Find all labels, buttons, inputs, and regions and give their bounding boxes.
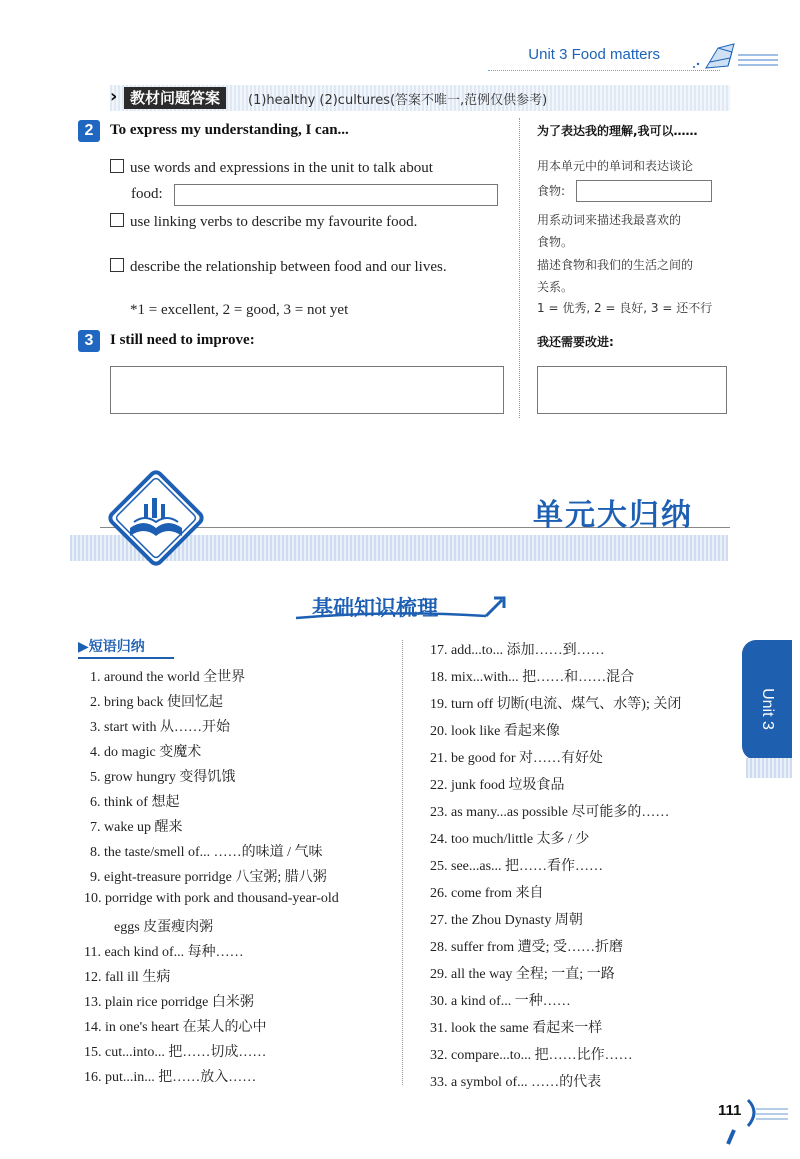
phrase-item: 28. suffer from 遭受; 受……折磨 bbox=[430, 940, 623, 955]
cn-item-1b: 食物: bbox=[537, 184, 566, 198]
phrase-item: 17. add...to... 添加……到…… bbox=[430, 643, 605, 658]
section-2-title: To express my understanding, I can... bbox=[110, 122, 349, 138]
checklist-item-2: use linking verbs to describe my favourite food. bbox=[110, 212, 417, 232]
phrase-column-divider bbox=[402, 640, 403, 1085]
column-divider bbox=[519, 118, 520, 418]
phrase-item: 9. eight-treasure porridge 八宝粥; 腊八粥 bbox=[90, 870, 327, 885]
answer-label: 教材问题答案 bbox=[124, 87, 226, 109]
phrase-item: 5. grow hungry 变得饥饿 bbox=[90, 770, 236, 785]
cn-rating-legend: 1 = 优秀, 2 = 良好, 3 = 还不行 bbox=[537, 301, 713, 315]
phrase-item: 21. be good for 对……有好处 bbox=[430, 751, 604, 766]
section-3-badge: 3 bbox=[78, 330, 100, 352]
header-rule bbox=[488, 70, 720, 71]
phrase-item: 11. each kind of... 每种…… bbox=[84, 945, 244, 960]
phrase-item: 16. put...in... 把……放入…… bbox=[84, 1070, 257, 1085]
phrase-item: 30. a kind of... 一种…… bbox=[430, 994, 571, 1009]
phrase-item: 20. look like 看起来像 bbox=[430, 724, 560, 739]
phrase-item: 1. around the world 全世界 bbox=[90, 670, 246, 685]
cn-food-input[interactable] bbox=[576, 180, 712, 202]
answer-text: (1)healthy (2)cultures(答案不唯一,范例仅供参考) bbox=[248, 93, 548, 108]
section-2-badge: 2 bbox=[78, 120, 100, 142]
cn-item-1a: 用本单元中的单词和表达谈论 bbox=[537, 159, 694, 173]
phrase-item: 23. as many...as possible 尽可能多的…… bbox=[430, 805, 670, 820]
banner-title: 单元大归纳 bbox=[533, 498, 693, 533]
heading-underline bbox=[78, 657, 174, 659]
unit-side-tab-label: Unit 3 bbox=[759, 688, 776, 730]
open-book-logo-icon bbox=[100, 462, 212, 574]
phrase-item: 22. junk food 垃圾食品 bbox=[430, 778, 565, 793]
phrase-item: 3. start with 从……开始 bbox=[90, 720, 230, 735]
checkbox[interactable] bbox=[110, 159, 124, 173]
section-3-cn-title: 我还需要改进: bbox=[537, 335, 614, 349]
improve-textbox[interactable] bbox=[110, 366, 504, 414]
phrase-item: 12. fall ill 生病 bbox=[84, 970, 171, 985]
phrase-item: 8. the taste/smell of... ……的味道 / 气味 bbox=[90, 845, 323, 860]
phrase-item: 27. the Zhou Dynasty 周朝 bbox=[430, 913, 583, 928]
phrase-item: 15. cut...into... 把……切成…… bbox=[84, 1045, 267, 1060]
side-tab-pattern bbox=[746, 758, 792, 778]
phrase-item: 18. mix...with... 把……和……混合 bbox=[430, 670, 635, 685]
cn-item-3b: 关系。 bbox=[537, 280, 574, 294]
phrase-item: 19. turn off 切断(电流、煤气、水等); 关闭 bbox=[430, 697, 682, 712]
phrase-item: 24. too much/little 太多 / 少 bbox=[430, 832, 590, 847]
section-2-cn-title: 为了表达我的理解,我可以…… bbox=[537, 124, 698, 138]
phrase-item: 14. in one's heart 在某人的心中 bbox=[84, 1020, 267, 1035]
checklist-item-1: use words and expressions in the unit to talk about bbox=[110, 158, 433, 178]
phrase-item: 33. a symbol of... ……的代表 bbox=[430, 1075, 602, 1090]
phrase-item: 6. think of 想起 bbox=[90, 795, 180, 810]
checklist-item-3: describe the relationship between food and our lives. bbox=[110, 257, 447, 277]
food-label: food: bbox=[131, 186, 163, 202]
phrase-list-heading: ▶短语归纳 bbox=[78, 639, 145, 655]
phrase-item: 4. do magic 变魔术 bbox=[90, 745, 202, 760]
book-stack-icon bbox=[688, 40, 780, 74]
food-input[interactable] bbox=[174, 184, 498, 206]
phrase-item-continued: eggs 皮蛋瘦肉粥 bbox=[114, 920, 214, 935]
phrase-item: 7. wake up 醒来 bbox=[90, 820, 183, 835]
cn-item-2b: 食物。 bbox=[537, 235, 574, 249]
phrase-item: 31. look the same 看起来一样 bbox=[430, 1021, 603, 1036]
phrase-item: 25. see...as... 把……看作…… bbox=[430, 859, 604, 874]
cn-item-3a: 描述食物和我们的生活之间的 bbox=[537, 258, 694, 272]
phrase-item: 13. plain rice porridge 白米粥 bbox=[84, 995, 254, 1010]
rating-legend: *1 = excellent, 2 = good, 3 = not yet bbox=[130, 302, 349, 318]
section-3-title: I still need to improve: bbox=[110, 332, 255, 348]
phrase-item: 32. compare...to... 把……比作…… bbox=[430, 1048, 633, 1063]
improve-cn-textbox[interactable] bbox=[537, 366, 727, 414]
page-number: 111 bbox=[718, 1102, 742, 1119]
phrase-item: 10. porridge with pork and thousand-year-old bbox=[84, 891, 339, 906]
chevron-right-icon: › bbox=[110, 86, 118, 107]
cn-item-2a: 用系动词来描述我最喜欢的 bbox=[537, 213, 682, 227]
checkbox[interactable] bbox=[110, 258, 124, 272]
subsection-title: 基础知识梳理 bbox=[312, 596, 438, 620]
phrase-item: 29. all the way 全程; 一直; 一路 bbox=[430, 967, 615, 982]
header-title: Unit 3 Food matters bbox=[528, 46, 660, 63]
checkbox[interactable] bbox=[110, 213, 124, 227]
phrase-item: 2. bring back 使回忆起 bbox=[90, 695, 223, 710]
phrase-item: 26. come from 来自 bbox=[430, 886, 544, 901]
